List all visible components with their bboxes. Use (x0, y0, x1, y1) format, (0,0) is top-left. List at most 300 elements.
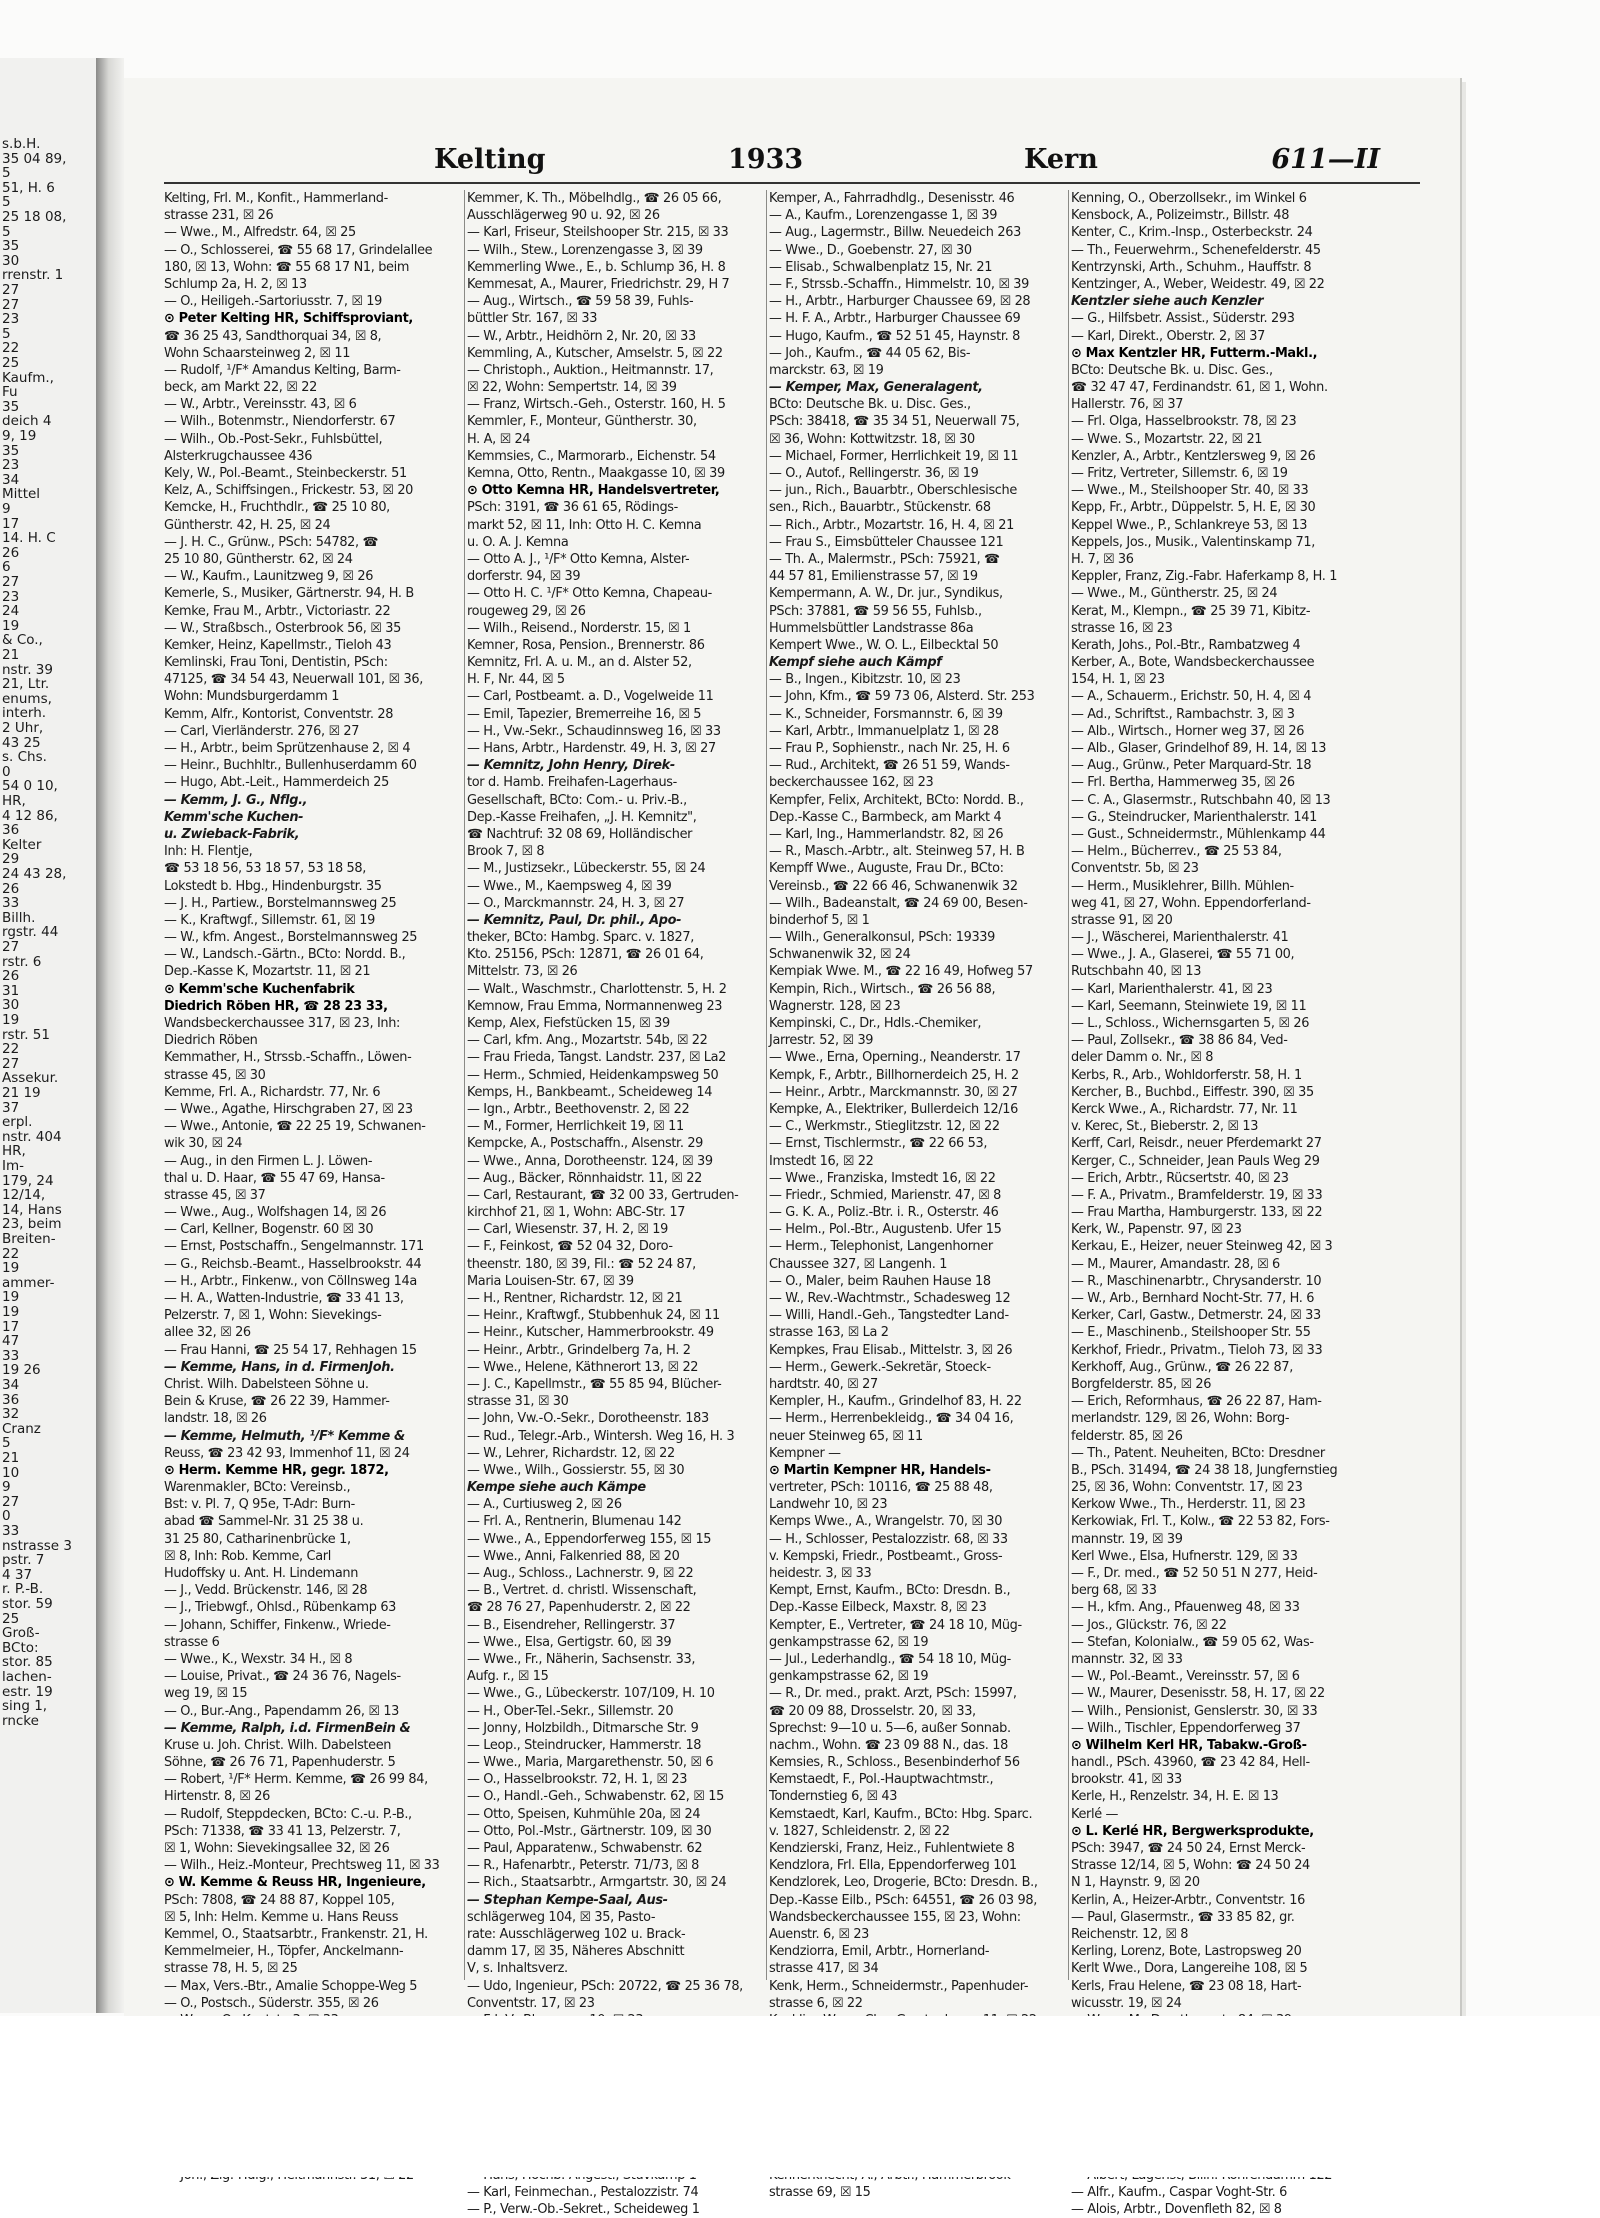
directory-entry-line: Lokstedt b. Hbg., Hindenburgstr. 35 (164, 878, 382, 894)
directory-entry-line: merlandstr. 129, ☒ 26, Wohn: Borg- (1071, 1411, 1290, 1427)
directory-entry-line: — J. H., Partiew., Borstelmannsweg 25 (164, 895, 397, 911)
previous-page-fragment: 0 (2, 763, 11, 780)
column-3 (769, 190, 1067, 2200)
directory-entry-line: Kemm'sche Kuchen- (164, 809, 304, 825)
directory-entry-line: 47125, ☎ 34 54 43, Neuerwall 101, ☒ 36, (164, 672, 423, 688)
directory-entry-line: strasse 78, H. 5, ☒ 25 (164, 1961, 298, 1977)
directory-entry-line: — Wwe., G., Lübeckerstr. 107/109, H. 10 (467, 1686, 715, 1702)
page-number: 611—II (1271, 144, 1380, 175)
directory-entry-line: Kelz, A., Schiffsingen., Frickestr. 53, ☒ 20 (164, 483, 414, 499)
header-last-entry: Kern (1024, 144, 1098, 175)
directory-entry-line: — jun., Rich., Bauarbtr., Oberschlesische (769, 483, 1017, 499)
directory-entry-line: markt 52, ☒ 11, Inh: Otto H. C. Kemna (467, 517, 702, 533)
directory-entry-line: N 1, Haynstr. 9, ☒ 20 (1071, 1875, 1200, 1891)
directory-entry-line: Kemme, Frl. A., Richardstr. 77, Nr. 6 (164, 1084, 381, 1100)
directory-entry-line: — J., Vedd. Brückenstr. 146, ☒ 28 (164, 1583, 368, 1599)
previous-page-fragment: 22 (2, 340, 20, 357)
directory-entry-line: — Kemme, Helmuth, ¹/F* Kemme & (164, 1428, 405, 1444)
directory-entry-line: Kto. 25156, PSch: 12871, ☎ 26 01 64, (467, 947, 704, 963)
directory-entry-line: ⊙ Wilhelm Kerl HR, Tabakw.-Groß- (1071, 1737, 1307, 1753)
previous-page-fragment: Assekur. (2, 1070, 59, 1087)
previous-page-fragment: 33 (2, 1523, 20, 1539)
directory-entry-line: Kenzler, A., Arbtr., Kentzlersweg 9, ☒ 26 (1071, 448, 1316, 464)
directory-entry-line: sen., Rich., Bauarbtr., Stückenstr. 68 (769, 500, 991, 516)
scan-margin (0, 2016, 1600, 2177)
directory-entry-line: — Wwe., D., Goebenstr. 27, ☒ 30 (769, 242, 972, 258)
directory-entry-line: — M., Maurer, Amandastr. 28, ☒ 6 (1071, 1256, 1280, 1272)
directory-entry-line: — R., Maschinenarbtr., Chrysanderstr. 10 (1071, 1273, 1322, 1289)
directory-entry-line: Kerling, Lorenz, Bote, Lastropsweg 20 (1071, 1944, 1302, 1960)
directory-entry-line: — Otto, Pol.-Mstr., Gärtnerstr. 109, ☒ 30 (467, 1823, 712, 1839)
directory-entry-line: — B., Eisendreher, Rellingerstr. 37 (467, 1617, 676, 1633)
directory-entry-line: Kempner — (769, 1445, 841, 1461)
directory-entry-line: — O., Maler, beim Rauhen Hause 18 (769, 1273, 991, 1289)
directory-entry-line: — M., Former, Herrlichkeit 19, ☒ 11 (467, 1119, 684, 1135)
directory-entry-line: Kempinski, C., Dr., Hdls.-Chemiker, (769, 1016, 982, 1031)
directory-entry-line: Kerlé — (1071, 1806, 1119, 1822)
previous-page-fragment: 21, Ltr. (2, 676, 50, 693)
directory-entry-line: — C. A., Glasermstr., Rutschbahn 40, ☒ 13 (1071, 792, 1331, 808)
directory-entry-line: — H., Arbtr., beim Sprützenhause 2, ☒ 4 (164, 741, 411, 756)
directory-entry-line: — Wwe., M., Kaempsweg 4, ☒ 39 (467, 878, 672, 894)
previous-page-fragment: 24 43 28, (2, 866, 67, 882)
directory-entry-line: PSch: 7808, ☎ 24 88 87, Koppel 105, (164, 1892, 395, 1908)
directory-entry-line: Kempter, E., Vertreter, ☎ 24 18 10, Müg- (769, 1617, 1022, 1633)
directory-entry-line: Kerck Wwe., A., Richardstr. 77, Nr. 11 (1071, 1101, 1298, 1117)
directory-entry-line: — Paul, Apparatenw., Schwabenstr. 62 (467, 1841, 703, 1856)
directory-entry-line: — M., Justizsekr., Lübeckerstr. 55, ☒ 24 (467, 861, 706, 877)
previous-page-fragment: rstr. 51 (2, 1026, 50, 1043)
directory-entry-line: mannstr. 19, ☒ 39 (1071, 1531, 1183, 1547)
directory-entry-line: — Rud., Telegr.-Arb., Wintersh. Weg 16, H. 3 (467, 1428, 735, 1444)
previous-page-fragment: erpl. (2, 1114, 33, 1131)
previous-page-fragment: 5 (2, 223, 11, 240)
page-header (124, 142, 1460, 178)
directory-entry-line: — Heinr., Kraftwgf., Stubbenhuk 24, ☒ 11 (467, 1308, 720, 1324)
book-gutter-shadow (96, 58, 124, 2013)
directory-entry-line: strasse 163, ☒ La 2 (769, 1325, 889, 1341)
header-year: 1933 (728, 144, 804, 175)
directory-entry-line: — J., Triebwgf., Ohlsd., Rübenkamp 63 (164, 1600, 397, 1616)
directory-entry-line: — H. A., Watten-Industrie, ☎ 33 41 13, (164, 1291, 404, 1306)
directory-entry-line: Kempiak Wwe. M., ☎ 22 16 49, Hofweg 57 (769, 964, 1033, 980)
directory-entry-line: ⊙ Peter Kelting HR, Schiffsproviant, (164, 311, 413, 327)
directory-entry-line: strasse 6 (164, 1634, 220, 1650)
directory-page (124, 78, 1462, 2217)
previous-page-fragment: 21 (2, 1450, 20, 1466)
directory-entry-line: — Otto, Speisen, Kuhmühle 20a, ☒ 24 (467, 1806, 701, 1822)
directory-entry-line: — G., Steindrucker, Marienthalerstr. 141 (1071, 809, 1317, 825)
previous-page-fragment: Fu (2, 384, 18, 401)
directory-entry-line: Kemke, Frau M., Arbtr., Victoriastr. 22 (164, 603, 391, 619)
previous-page-edge (0, 58, 109, 2013)
previous-page-fragment: 36 (2, 822, 20, 839)
directory-entry-line: Christ. Wilh. Dabelsteen Söhne u. (164, 1376, 369, 1392)
previous-page-fragment: 21 19 (2, 1085, 41, 1101)
directory-entry-line: — Willi, Handl.-Geh., Tangstedter Land- (769, 1308, 1009, 1324)
directory-entry-line: rougeweg 29, ☒ 26 (467, 603, 586, 619)
previous-page-fragment: 26 (2, 968, 20, 985)
directory-entry-line: — Frau Frieda, Tangst. Landstr. 237, ☒ La2 (467, 1050, 727, 1066)
directory-entry-line: — Frl. Olga, Hasselbrookstr. 78, ☒ 23 (1071, 414, 1297, 430)
directory-entry-line: 31 25 80, Catharinenbrücke 1, (164, 1531, 351, 1547)
directory-entry-line: — Th., Patent. Neuheiten, BCto: Dresdner (1071, 1445, 1325, 1461)
previous-page-fragment: stor. 85 (2, 1654, 53, 1671)
previous-page-fragment: 9 (2, 1479, 11, 1496)
directory-entry-line: ⊙ Otto Kemna HR, Handelsvertreter, (467, 483, 720, 499)
previous-page-fragment: sing 1, (2, 1698, 48, 1715)
directory-entry-line: Kerlin, A., Heizer-Arbtr., Conventstr. 16 (1071, 1892, 1305, 1908)
directory-entry-line: Kempf siehe auch Kämpf (769, 655, 942, 671)
previous-page-fragment: Breiten- (2, 1231, 56, 1247)
previous-page-fragment: 19 (2, 1012, 20, 1028)
previous-page-fragment: 9 (2, 501, 11, 517)
directory-entry-line: strasse 91, ☒ 20 (1071, 912, 1173, 928)
directory-entry-line: — Carl, Postbeamt. a. D., Vogelweide 11 (467, 689, 714, 705)
directory-entry-line: — Wwe., K., Wexstr. 34 H., ☒ 8 (164, 1651, 353, 1667)
directory-entry-line: — Karl, Friseur, Steilshooper Str. 215, ☒ 33 (467, 225, 729, 241)
directory-entry-line: strasse 69, ☒ 15 (769, 2184, 871, 2200)
directory-entry-line: — H., Vw.-Sekr., Schaudinnsweg 16, ☒ 33 (467, 723, 721, 739)
directory-entry-line: — Alb., Glaser, Grindelhof 89, H. 14, ☒ 13 (1071, 741, 1327, 756)
directory-entry-line: Kerl Wwe., Elsa, Hufnerstr. 129, ☒ 33 (1071, 1548, 1298, 1564)
directory-entry-line: Kendzierski, Franz, Heiz., Fuhlentwiete 8 (769, 1841, 1015, 1856)
directory-entry-line: — Wilh., Badeanstalt, ☎ 24 69 00, Besen- (769, 895, 1028, 911)
directory-entry-line: Kerls, Frau Helene, ☎ 23 08 18, Hart- (1071, 1978, 1302, 1994)
directory-entry-line: weg 19, ☒ 15 (164, 1686, 248, 1702)
previous-page-fragment: 19 (2, 1304, 20, 1320)
directory-entry-line: — W., Landsch.-Gärtn., BCto: Nordd. B., (164, 947, 406, 963)
directory-entry-line: — F., Strssb.-Schaffn., Himmelstr. 10, ☒ 39 (769, 276, 1029, 292)
previous-page-fragment: rstr. 6 (2, 953, 42, 970)
directory-entry-line: Hallerstr. 76, ☒ 37 (1071, 397, 1184, 413)
directory-entry-line: büttler Str. 167, ☒ 33 (467, 311, 598, 327)
directory-entry-line: Reichenstr. 12, ☒ 8 (1071, 1926, 1189, 1942)
previous-page-fragment: 14. H. C (2, 530, 56, 547)
directory-entry-line: — Helm., Pol.-Btr., Augustenb. Ufer 15 (769, 1222, 1002, 1238)
directory-entry-line: Kempe siehe auch Kämpe (467, 1480, 646, 1496)
previous-page-fragment: 22 (2, 1245, 20, 1262)
directory-entry-line: — Ign., Arbtr., Beethovenstr. 2, ☒ 22 (467, 1101, 690, 1117)
previous-page-fragment: Kelter (2, 836, 42, 853)
directory-entry-line: — H., Rentner, Richardstr. 12, ☒ 21 (467, 1291, 683, 1306)
directory-entry-line: berg 68, ☒ 33 (1071, 1583, 1157, 1599)
previous-page-fragment: 27 (2, 574, 20, 590)
directory-entry-line: Kemmelmeier, H., Töpfer, Anckelmann- (164, 1944, 404, 1960)
directory-entry-line: Kerker, Carl, Gastw., Detmerstr. 24, ☒ 33 (1071, 1308, 1321, 1324)
previous-page-fragment: Billh. (2, 909, 36, 926)
directory-entry-line: H. 7, ☒ 36 (1071, 551, 1134, 567)
directory-entry-line: binderhof 5, ☒ 1 (769, 912, 870, 928)
directory-entry-line: — Wilh., Pensionist, Genslerstr. 30, ☒ 33 (1071, 1703, 1318, 1719)
directory-entry-line: neuer Steinweg 65, ☒ 11 (769, 1428, 923, 1444)
directory-entry-line: Schlump 2a, H. 2, ☒ 13 (164, 276, 307, 292)
directory-entry-line: ☎ 28 76 27, Papenhuderstr. 2, ☒ 22 (467, 1600, 691, 1616)
directory-entry-line: brookstr. 41, ☒ 33 (1071, 1772, 1182, 1788)
directory-entry-line: ☒ 36, Wohn: Kottwitzstr. 18, ☒ 30 (769, 431, 975, 447)
directory-entry-line: — Wwe., A., Eppendorferweg 155, ☒ 15 (467, 1531, 712, 1547)
directory-entry-line: — H. F. A., Arbtr., Harburger Chaussee 69 (769, 311, 1021, 327)
directory-entry-line: Kely, W., Pol.-Beamt., Steinbeckerstr. 51 (164, 466, 407, 481)
directory-entry-line: — Joh., Kaufm., ☎ 44 05 62, Bis- (769, 345, 971, 361)
directory-entry-line: Kemps, H., Bankbeamt., Scheideweg 14 (467, 1084, 713, 1100)
directory-entry-line: ☎ 36 25 43, Sandthorquai 34, ☒ 8, (164, 328, 382, 344)
previous-page-fragment: nstrasse 3 (2, 1537, 72, 1554)
directory-entry-line: Kemna, Otto, Rentn., Maakgasse 10, ☒ 39 (467, 466, 725, 481)
directory-entry-line: Aufg. r., ☒ 15 (467, 1669, 549, 1685)
directory-entry-line: Hudoffsky u. Ant. H. Lindemann (164, 1566, 359, 1581)
previous-page-fragment: rgstr. 44 (2, 924, 59, 941)
previous-page-fragment: 23 (2, 457, 20, 474)
directory-entry-line: — Carl, Wiesenstr. 37, H. 2, ☒ 19 (467, 1222, 668, 1238)
directory-entry-line: — Michael, Former, Herrlichkeit 19, ☒ 11 (769, 448, 1019, 464)
previous-page-fragment: 25 18 08, (2, 209, 67, 225)
directory-entry-line: — Aug., Grünw., Peter Marquard-Str. 18 (1071, 758, 1312, 774)
directory-entry-line: — F. A., Privatm., Bramfelderstr. 19, ☒ 33 (1071, 1187, 1323, 1203)
previous-page-fragment: 4 12 86, (2, 807, 58, 824)
directory-entry-line: Kemp, Alex, Fiefstücken 15, ☒ 39 (467, 1016, 670, 1031)
directory-entry-line: — R., Hafenarbtr., Peterstr. 71/73, ☒ 8 (467, 1858, 700, 1874)
previous-page-fragment: HR, (2, 793, 26, 809)
directory-entry-line: — Wwe., M., Steilshooper Str. 40, ☒ 33 (1071, 483, 1309, 499)
directory-entry-line: BCto: Deutsche Bk. u. Disc. Ges., (769, 397, 971, 413)
previous-page-fragment: 37 (2, 1099, 20, 1116)
directory-entry-line: — P., Verw.-Ob.-Sekret., Scheideweg 1 (467, 2201, 700, 2217)
previous-page-fragment: 24 (2, 603, 20, 620)
directory-entry-line: — L., Schloss., Wichernsgarten 5, ☒ 26 (1071, 1016, 1310, 1031)
directory-entry-line: theenstr. 180, ☒ 39, Fil.: ☎ 52 24 87, (467, 1256, 696, 1272)
column-2 (467, 190, 765, 2217)
directory-entry-line: — W., Straßbsch., Osterbrook 56, ☒ 35 (164, 620, 401, 636)
directory-entry-line: Kemper, A., Fahrradhdlg., Desenisstr. 46 (769, 191, 1015, 206)
directory-entry-line: — Wwe., Anna, Dorotheenstr. 124, ☒ 39 (467, 1153, 713, 1169)
directory-entry-line: — Friedr., Schmied, Marienstr. 47, ☒ 8 (769, 1187, 1001, 1203)
directory-entry-line: — E., Maschinenb., Steilshooper Str. 55 (1071, 1325, 1311, 1341)
directory-entry-line: ⊙ W. Kemme & Reuss HR, Ingenieure, (164, 1875, 426, 1891)
header-rule (164, 182, 1420, 184)
directory-entry-line: — Heinr., Kutscher, Hammerbrookstr. 49 (467, 1325, 714, 1341)
directory-entry-line: genkampstrasse 62, ☒ 19 (769, 1669, 929, 1685)
directory-entry-line: schlägerweg 104, ☒ 35, Pasto- (467, 1909, 656, 1925)
directory-entry-line: — Wilh., Reisend., Norderstr. 15, ☒ 1 (467, 620, 691, 636)
previous-page-fragment: 2 Uhr, (2, 720, 44, 736)
column-divider (464, 190, 465, 1980)
directory-entry-line: PSch: 3947, ☎ 24 50 24, Ernst Merck- (1071, 1841, 1306, 1856)
directory-entry-line: — Kemme, Hans, in d. FirmenJoh. (164, 1359, 395, 1375)
directory-entry-line: — Jonny, Holzbildh., Ditmarsche Str. 9 (467, 1720, 699, 1736)
directory-entry-line: — B., Vertret. d. christl. Wissenschaft, (467, 1583, 697, 1599)
directory-entry-line: Conventstr. 17, ☒ 23 (467, 1995, 595, 2011)
directory-entry-line: — Wilh., Tischler, Eppendorferweg 37 (1071, 1720, 1301, 1736)
previous-page-fragment: 26 (2, 880, 20, 897)
directory-entry-line: — Elisab., Schwalbenplatz 15, Nr. 21 (769, 259, 993, 275)
previous-page-fragment: 5 (2, 194, 11, 211)
directory-entry-line: — Hans, Arbtr., Hardenstr. 49, H. 3, ☒ 27 (467, 741, 716, 756)
previous-page-fragment: 30 (2, 252, 20, 269)
directory-entry-line: — Herm., Gewerk.-Sekretär, Stoeck- (769, 1359, 991, 1375)
previous-page-fragment: Mittel (2, 486, 41, 503)
directory-entry-line: — Wwe., Elsa, Gertigstr. 60, ☒ 39 (467, 1634, 672, 1650)
directory-entry-line: Auenstr. 6, ☒ 23 (769, 1926, 870, 1942)
directory-entry-line: — H., Arbtr., Finkenw., von Cöllnsweg 14a (164, 1273, 417, 1289)
directory-entry-line: Kemmsies, C., Marmorarb., Eichenstr. 54 (467, 448, 716, 464)
previous-page-fragment: 51, H. 6 (2, 179, 55, 196)
directory-entry-line: ☎ 53 18 56, 53 18 57, 53 18 58, (164, 861, 367, 877)
column-divider (1068, 190, 1069, 1980)
directory-entry-line: Söhne, ☎ 26 76 71, Papenhuderstr. 5 (164, 1755, 396, 1771)
previous-page-fragment: 25 (2, 355, 20, 371)
directory-entry-line: — Johann, Schiffer, Finkenw., Wriede- (164, 1617, 391, 1633)
previous-page-fragment: 54 0 10, (2, 778, 58, 795)
directory-entry-line: — Jos., Glückstr. 76, ☒ 22 (1071, 1617, 1227, 1633)
directory-entry-line: — Th., Feuerwehrm., Schenefelderstr. 45 (1071, 242, 1321, 258)
directory-entry-line: H. A, ☒ 24 (467, 431, 531, 447)
previous-page-fragment: 35 (2, 238, 20, 255)
previous-page-fragment: & Co., (2, 632, 43, 649)
directory-entry-line: ☒ 22, Wohn: Sempertstr. 14, ☒ 39 (467, 380, 677, 396)
directory-entry-line: Kemmel, O., Staatsarbtr., Frankenstr. 21, H. (164, 1926, 428, 1942)
directory-entry-line: — Erich, Reformhaus, ☎ 26 22 87, Ham- (1071, 1394, 1322, 1410)
directory-entry-line: Kemmather, H., Strssb.-Schaffn., Löwen- (164, 1050, 412, 1066)
directory-entry-line: Kensbock, A., Polizeimstr., Billstr. 48 (1071, 208, 1290, 224)
previous-page-fragment: 27 (2, 1493, 20, 1510)
directory-entry-line: — Otto H. C. ¹/F* Otto Kemna, Chapeau- (467, 586, 712, 602)
previous-page-fragment: 31 (2, 982, 20, 999)
directory-entry-line: Kemner, Rosa, Pension., Brennerstr. 86 (467, 637, 705, 653)
directory-entry-line: — Wwe., Wilh., Gossierstr. 55, ☒ 30 (467, 1462, 685, 1478)
directory-entry-line: — Walt., Waschmstr., Charlottenstr. 5, H. 2 (467, 981, 727, 997)
previous-page-fragment: 23 (2, 311, 20, 328)
directory-entry-line: ☎ 32 47 47, Ferdinandstr. 61, ☒ 1, Wohn. (1071, 380, 1328, 396)
directory-entry-line: — Aug., in den Firmen L. J. Löwen- (164, 1153, 373, 1169)
previous-page-fragment: Cranz (2, 1420, 41, 1437)
directory-entry-line: — J. C., Kapellmstr., ☎ 55 85 94, Blücher- (467, 1376, 722, 1392)
previous-page-fragment: 27 (2, 296, 20, 313)
directory-entry-line: — Frau Martha, Hamburgerstr. 133, ☒ 22 (1071, 1205, 1323, 1221)
directory-entry-line: — W., Arbtr., Heidhörn 2, Nr. 20, ☒ 33 (467, 328, 696, 344)
directory-entry-line: Alsterkrugchaussee 436 (164, 448, 313, 464)
directory-entry-line: Kruse u. Joh. Christ. Wilh. Dabelsteen (164, 1737, 392, 1753)
directory-entry-line: BCto: Deutsche Bk. u. Disc. Ges., (1071, 362, 1273, 378)
directory-entry-line: — A., Kaufm., Lorenzengasse 1, ☒ 39 (769, 208, 998, 224)
directory-entry-line: Bst: v. Pl. 7, Q 95e, T-Adr: Burn- (164, 1497, 355, 1513)
directory-entry-line: — A., Curtiusweg 2, ☒ 26 (467, 1497, 622, 1513)
previous-page-fragment: deich 4 (2, 413, 52, 430)
directory-entry-line: — Rudolf, ¹/F* Amandus Kelting, Barm- (164, 362, 401, 378)
directory-entry-line: Kempkes, Frau Elisab., Mittelstr. 3, ☒ 26 (769, 1342, 1013, 1358)
directory-entry-line: ☎ 20 09 88, Drosselstr. 20, ☒ 33, (769, 1703, 976, 1719)
directory-entry-line: — Kemm, J. G., Nflg., (164, 792, 308, 808)
previous-page-fragment: interh. (2, 705, 47, 722)
directory-entry-line: Kemmling, A., Kutscher, Amselstr. 5, ☒ 22 (467, 345, 723, 361)
previous-page-fragment: ammer- (2, 1274, 55, 1291)
directory-entry-line: — Aug., Bäcker, Rönnhaidstr. 11, ☒ 22 (467, 1170, 702, 1186)
directory-entry-line: Dep.-Kasse Eilbeck, Maxstr. 8, ☒ 23 (769, 1600, 987, 1616)
directory-entry-line: — Leop., Steindrucker, Hammerstr. 18 (467, 1737, 702, 1753)
previous-page-fragment: 22 (2, 1041, 20, 1058)
directory-entry-line: strasse 16, ☒ 23 (1071, 620, 1173, 636)
directory-entry-line: tor d. Hamb. Freihafen-Lagerhaus- (467, 775, 677, 791)
directory-entry-line: Kemmerling Wwe., E., b. Schlump 36, H. 8 (467, 259, 726, 275)
directory-entry-line: — Wilh., Heiz.-Monteur, Prechtsweg 11, ☒ 33 (164, 1858, 440, 1874)
directory-entry-line: ☒ 1, Wohn: Sievekingsallee 32, ☒ 26 (164, 1841, 390, 1856)
directory-entry-line: damm 17, ☒ 35, Näheres Abschnitt (467, 1944, 685, 1960)
directory-entry-line: — Wwe., Agathe, Hirschgraben 27, ☒ 23 (164, 1101, 413, 1117)
directory-entry-line: thal u. D. Haar, ☎ 55 47 69, Hansa- (164, 1170, 385, 1186)
directory-entry-line: Kemsies, R., Schloss., Besenbinderhof 56 (769, 1755, 1020, 1771)
previous-page-fragment: 27 (2, 282, 20, 298)
directory-entry-line: Kempke, A., Elektriker, Bullerdeich 12/16 (769, 1101, 1019, 1117)
directory-entry-line: — Paul, Zollsekr., ☎ 38 86 84, Ved- (1071, 1033, 1288, 1049)
previous-page-fragment: 5 (2, 165, 11, 182)
directory-entry-line: — Ernst, Postschaffn., Sengelmannstr. 171 (164, 1239, 424, 1255)
directory-entry-line: — H., Ober-Tel.-Sekr., Sillemstr. 20 (467, 1703, 674, 1719)
directory-entry-line: — Aug., Schloss., Lachnerstr. 9, ☒ 22 (467, 1566, 694, 1581)
previous-page-fragment: Groß- (2, 1625, 40, 1642)
directory-entry-line: — Frl. Bertha, Hammerweg 35, ☒ 26 (1071, 775, 1295, 791)
directory-entry-line: Kemmler, F., Monteur, Güntherstr. 30, (467, 414, 697, 430)
directory-entry-line: Inh: H. Flentje, (164, 844, 253, 860)
directory-entry-line: Kelting, Frl. M., Konfit., Hammerland- (164, 191, 388, 206)
directory-entry-line: Kemnow, Frau Emma, Normannenweg 23 (467, 998, 723, 1014)
directory-entry-line: — Aug., Lagermstr., Billw. Neuedeich 263 (769, 225, 1021, 241)
previous-page-fragment: 19 26 (2, 1362, 41, 1379)
directory-entry-line: Hummelsbüttler Landstrasse 86a (769, 620, 974, 636)
directory-entry-line: Kendziorra, Emil, Arbtr., Hornerland- (769, 1944, 990, 1960)
directory-entry-line: — Karl, Seemann, Steinwiete 19, ☒ 11 (1071, 998, 1307, 1014)
directory-entry-line: — Hugo, Abt.-Leit., Hammerdeich 25 (164, 775, 389, 791)
directory-entry-line: 180, ☒ 13, Wohn: ☎ 55 68 17 N1, beim (164, 259, 410, 275)
previous-page-fragment: 47 (2, 1333, 20, 1350)
directory-entry-line: — W., Maurer, Desenisstr. 58, H. 17, ☒ 22 (1071, 1686, 1325, 1702)
directory-entry-line: Conventstr. 5b, ☒ 23 (1071, 861, 1199, 877)
directory-entry-line: — Christoph., Auktion., Heitmannstr. 17, (467, 362, 714, 378)
directory-entry-line: strasse 417, ☒ 34 (769, 1961, 879, 1977)
directory-entry-line: Strasse 12/14, ☒ 5, Wohn: ☎ 24 50 24 (1071, 1858, 1310, 1874)
directory-entry-line: — Herm., Telephonist, Langenhorner (769, 1239, 993, 1255)
directory-entry-line: — Wwe., Maria, Margarethenstr. 50, ☒ 6 (467, 1755, 714, 1771)
directory-entry-line: — Ad., Schriftst., Rambachstr. 3, ☒ 3 (1071, 706, 1295, 722)
previous-page-fragment: 23 (2, 588, 20, 605)
directory-entry-line: — O., Marckmannstr. 24, H. 3, ☒ 27 (467, 895, 685, 911)
directory-entry-line: Kerkowiak, Frl. T., Kolw., ☎ 22 53 82, Fors- (1071, 1514, 1330, 1530)
previous-page-fragment: 9, 19 (2, 428, 37, 444)
directory-entry-line: Kemmer, K. Th., Möbelhdlg., ☎ 26 05 66, (467, 191, 722, 206)
previous-page-fragment: BCto: (2, 1639, 39, 1656)
directory-entry-line: — Frau P., Sophienstr., nach Nr. 25, H. 6 (769, 741, 1010, 756)
directory-entry-line: wik 30, ☒ 24 (164, 1136, 243, 1152)
previous-page-fragment: 17 (2, 515, 20, 532)
directory-entry-line: Diedrich Röben HR, ☎ 28 23 33, (164, 998, 388, 1014)
directory-entry-line: Kemstaedt, Karl, Kaufm., BCto: Hbg. Sparc. (769, 1806, 1033, 1822)
directory-entry-line: v. 1827, Schleidenstr. 2, ☒ 22 (769, 1823, 950, 1839)
directory-entry-line: Warenmakler, BCto: Vereinsb., (164, 1480, 351, 1496)
directory-entry-line: Kentzler siehe auch Kenzler (1071, 294, 1264, 310)
previous-page-fragment: rncke (2, 1712, 39, 1729)
directory-entry-line: — Fritz, Vertreter, Sillemstr. 6, ☒ 19 (1071, 466, 1288, 481)
previous-page-fragment: nstr. 39 (2, 661, 53, 678)
directory-entry-line: — Max, Vers.-Btr., Amalie Schoppe-Weg 5 (164, 1978, 418, 1994)
previous-page-fragment: 27 (2, 1055, 20, 1072)
directory-entry-line: — Wwe. S., Mozartstr. 22, ☒ 21 (1071, 431, 1263, 447)
directory-entry-line: Imstedt 16, ☒ 22 (769, 1153, 874, 1169)
previous-page-fragment: 19 (2, 1289, 20, 1306)
directory-entry-line: Kenning, O., Oberzollsekr., im Winkel 6 (1071, 191, 1307, 206)
directory-entry-line: — Kemper, Max, Generalagent, (769, 380, 983, 396)
directory-entry-line: — Wilh., Generalkonsul, PSch: 19339 (769, 930, 996, 946)
previous-page-fragment: 34 (2, 471, 20, 488)
directory-entry-line: Wagnerstr. 128, ☒ 23 (769, 998, 901, 1014)
